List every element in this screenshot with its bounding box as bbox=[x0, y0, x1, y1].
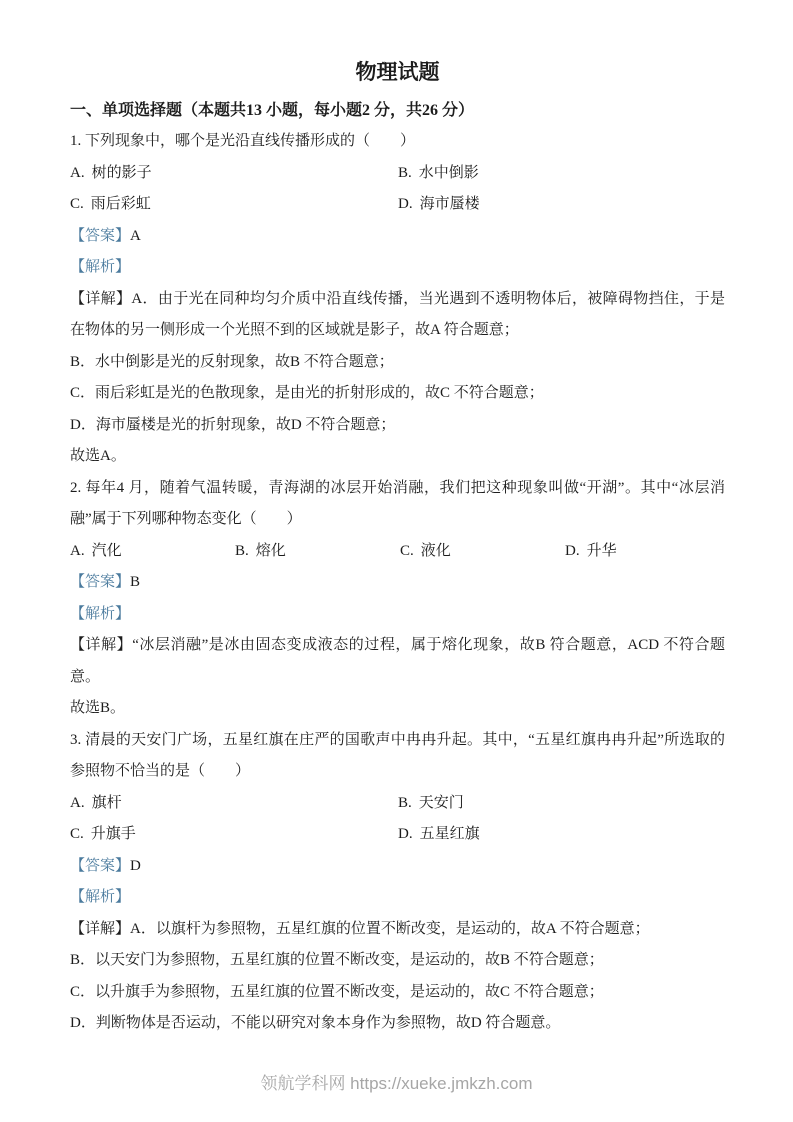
option-c-key: C. bbox=[400, 542, 414, 559]
option-c bbox=[70, 819, 398, 851]
option-c bbox=[400, 536, 565, 568]
option-c-label: 雨后彩虹 bbox=[90, 196, 151, 212]
option-c-label: 液化 bbox=[420, 542, 451, 559]
option-b-key: B. bbox=[398, 794, 412, 811]
analysis-label: 【解析】 bbox=[70, 889, 131, 905]
question-2-stem: 2. 每年4 月，随着气温转暖，青海湖的冰层开始消融，我们把这种现象叫做“开湖”。其中“冰层消融”属于下列哪种物态变化（ ） bbox=[70, 479, 725, 527]
explanation-paragraph: C．以升旗手为参照物，五星红旗的位置不断改变，是运动的，故C 不符合题意； bbox=[70, 983, 604, 1000]
explanation-paragraph: 【详解】A．由于光在同种均匀介质中沿直线传播，当光遇到不透明物体后，被障碍物挡住，于是在物体的另一侧形成一个光照不到的区域就是影子，故A 符合题意； bbox=[70, 290, 725, 338]
option-d-label: 升华 bbox=[586, 542, 617, 559]
option-b bbox=[235, 536, 400, 568]
option-b bbox=[398, 158, 725, 190]
question-3 bbox=[70, 725, 725, 1040]
option-b-label: 天安门 bbox=[418, 794, 464, 811]
page-title: 物理试题 bbox=[355, 60, 440, 84]
option-b-label: 熔化 bbox=[255, 542, 286, 559]
option-a-label: 汽化 bbox=[91, 542, 122, 559]
option-d-key: D. bbox=[398, 826, 413, 842]
analysis-line bbox=[70, 882, 725, 914]
explanation-conclusion: 故选A。 bbox=[70, 448, 126, 464]
option-c bbox=[70, 189, 398, 221]
option-a bbox=[70, 158, 398, 190]
option-d bbox=[565, 536, 725, 568]
question-1-options bbox=[70, 158, 725, 221]
question-1 bbox=[70, 126, 725, 473]
option-a-label: 树的影子 bbox=[91, 164, 152, 181]
answer-label: 【答案】 bbox=[70, 574, 131, 590]
option-a-key: A. bbox=[70, 542, 85, 559]
question-3-options bbox=[70, 788, 725, 851]
option-a bbox=[70, 536, 235, 568]
analysis-label: 【解析】 bbox=[70, 259, 131, 275]
option-b-key: B. bbox=[235, 542, 249, 559]
explanation-paragraph: B．水中倒影是光的反射现象，故B 不符合题意； bbox=[70, 353, 394, 370]
option-d-label: 海市蜃楼 bbox=[419, 196, 480, 212]
option-a-label: 旗杆 bbox=[91, 794, 122, 811]
answer-value: A bbox=[130, 227, 141, 244]
option-c-key: C. bbox=[70, 196, 84, 212]
analysis-line bbox=[70, 599, 725, 631]
explanation-conclusion: 故选B。 bbox=[70, 700, 126, 716]
question-2-options bbox=[70, 536, 725, 568]
question-2 bbox=[70, 473, 725, 725]
option-b bbox=[398, 788, 725, 820]
option-d-key: D. bbox=[398, 196, 413, 212]
analysis-label: 【解析】 bbox=[70, 605, 131, 622]
option-b-label: 水中倒影 bbox=[418, 164, 479, 181]
answer-line bbox=[70, 567, 725, 599]
option-d-label: 五星红旗 bbox=[419, 826, 480, 842]
question-3-stem: 3. 清晨的天安门广场，五星红旗在庄严的国歌声中冉冉升起。其中，“五星红旗冉冉升起”所选取的参照物不恰当的是（ ） bbox=[70, 731, 725, 779]
option-a-key: A. bbox=[70, 794, 85, 811]
explanation-paragraph: C．雨后彩虹是光的色散现象，是由光的折射形成的，故C 不符合题意； bbox=[70, 385, 544, 401]
option-a bbox=[70, 788, 398, 820]
section-header: 一、单项选择题（本题共13 小题，每小题2 分，共26 分） bbox=[70, 102, 475, 119]
question-1-stem: 1. 下列现象中，哪个是光沿直线传播形成的（ ） bbox=[70, 133, 416, 149]
answer-line bbox=[70, 221, 725, 253]
answer-value: D bbox=[130, 857, 141, 874]
answer-label: 【答案】 bbox=[70, 227, 131, 244]
explanation-paragraph: B．以天安门为参照物，五星红旗的位置不断改变，是运动的，故B 不符合题意； bbox=[70, 952, 604, 968]
explanation-paragraph: 【详解】“冰层消融”是冰由固态变成液态的过程，属于熔化现象，故B 符合题意，ACD 不符合题意。 bbox=[70, 637, 725, 685]
answer-value: B bbox=[130, 574, 141, 590]
explanation-paragraph: D．海市蜃楼是光的折射现象，故D 不符合题意； bbox=[70, 416, 396, 433]
option-d bbox=[398, 189, 725, 221]
option-a-key: A. bbox=[70, 164, 85, 181]
analysis-line bbox=[70, 252, 725, 284]
answer-label: 【答案】 bbox=[70, 857, 131, 874]
watermark-text: 领航学科网 https://xueke.jmkzh.com bbox=[260, 1074, 533, 1093]
option-b-key: B. bbox=[398, 164, 412, 181]
explanation-paragraph: D．判断物体是否运动，不能以研究对象本身作为参照物，故D 符合题意。 bbox=[70, 1015, 561, 1031]
option-d-key: D. bbox=[565, 542, 580, 559]
option-d bbox=[398, 819, 725, 851]
option-c-key: C. bbox=[70, 826, 84, 842]
answer-line bbox=[70, 851, 725, 883]
explanation-paragraph: 【详解】A．以旗杆为参照物，五星红旗的位置不断改变，是运动的，故A 不符合题意； bbox=[70, 920, 650, 937]
option-c-label: 升旗手 bbox=[90, 826, 136, 842]
